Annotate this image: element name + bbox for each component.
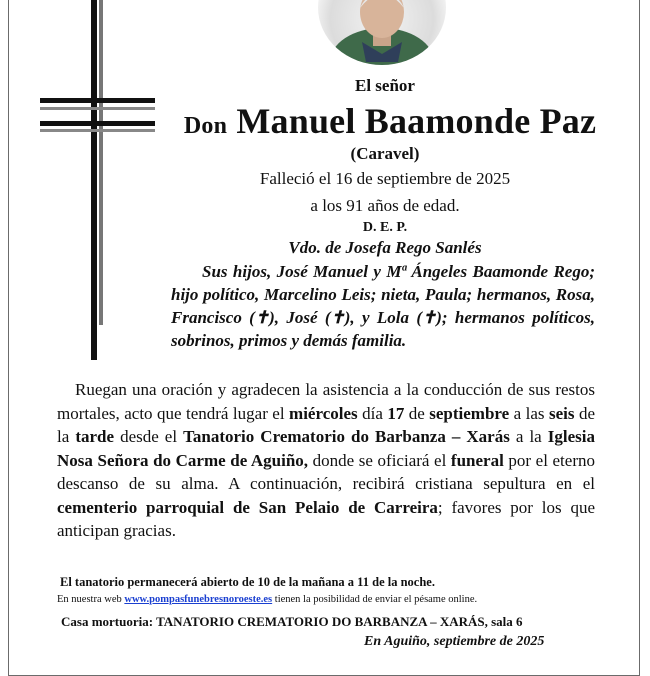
family-list	[171, 260, 595, 352]
deceased-name-line	[140, 100, 640, 142]
ceremony-text: a la	[509, 427, 548, 446]
funeral-home-name: Tanatorio Crematorio do Barbanza – Xarás	[183, 427, 510, 446]
cross-horizontal-bar	[40, 98, 155, 103]
cross-horizontal-bar	[40, 121, 155, 126]
ceremony-text: de la	[57, 403, 595, 446]
cross-horizontal-shadow	[40, 107, 155, 110]
ceremony-text: a las	[509, 403, 549, 423]
website-link[interactable]: www.pompasfunebresnoroeste.es	[124, 594, 273, 605]
ceremony-paragraph	[57, 378, 595, 543]
condolence-web-line	[57, 594, 477, 605]
web-prefix: En nuestra web	[57, 594, 125, 605]
rip-line: D. E. P.	[362, 220, 408, 235]
age-line: a los 91 años de edad.	[310, 196, 460, 215]
ceremony-date-number: 17	[387, 403, 405, 423]
ceremony-hour: seis	[549, 403, 575, 423]
ceremony-text: donde se oficiará el	[308, 450, 451, 470]
nickname: (Caravel)	[350, 144, 420, 163]
church-name: Iglesia Nosa Señora do Carme de Aguiño,	[57, 427, 595, 470]
cemetery-name: cementerio parroquial de San Pelaio de Carreira	[57, 497, 438, 517]
cross-vertical-shadow	[99, 0, 103, 325]
ceremony-text: desde el	[114, 427, 184, 446]
cross-vertical-bar	[91, 0, 97, 360]
ceremony-time-of-day: tarde	[75, 427, 115, 446]
ceremony-text: Ruegan una oración y agradecen la asistencia a la conducción de sus restos mortales, acto que tendrá lugar el	[57, 380, 595, 423]
deceased-name: Manuel Baamonde Paz	[236, 101, 597, 141]
ceremony-details	[57, 378, 595, 543]
funeral-label: funeral	[450, 450, 504, 470]
widower-line: Vdo. de Josefa Rego Sanlés	[288, 238, 482, 257]
web-suffix: tienen la posibilidad de enviar el pésame online.	[272, 594, 478, 605]
title-prefix: Don	[183, 113, 228, 139]
cross-horizontal-shadow	[40, 129, 155, 132]
family-text: Sus hijos, José Manuel y Mª Ángeles Baamonde Rego; hijo político, Marcelino Leis; nieta, Paula; hermanos, Rosa, Francisco (✝), José (✝), y Lola (✝); hermanos políticos, sobrinos, primos y demás familia.	[171, 262, 595, 350]
place-and-date: En Aguiño, septiembre de 2025	[364, 634, 545, 649]
funeral-home-info: Casa mortuoria: TANATORIO CREMATORIO DO BARBANZA – XARÁS, sala 6	[61, 614, 523, 629]
death-date: Falleció el 16 de septiembre de 2025	[259, 169, 511, 188]
ceremony-day: miércoles	[289, 403, 358, 423]
ceremony-text: día	[357, 403, 388, 423]
ceremony-text: por el eterno descanso de su alma. A continuación, recibirá cristiana sepultura en el	[57, 450, 595, 493]
opening-hours-note: El tanatorio permanecerá abierto de 10 de la mañana a 11 de la noche.	[60, 575, 435, 589]
ceremony-text: ; favores por los que anticipan gracias.	[57, 497, 595, 540]
heading-label: El señor	[355, 76, 415, 95]
ceremony-text: de	[404, 403, 430, 423]
ceremony-month: septiembre	[429, 403, 510, 423]
